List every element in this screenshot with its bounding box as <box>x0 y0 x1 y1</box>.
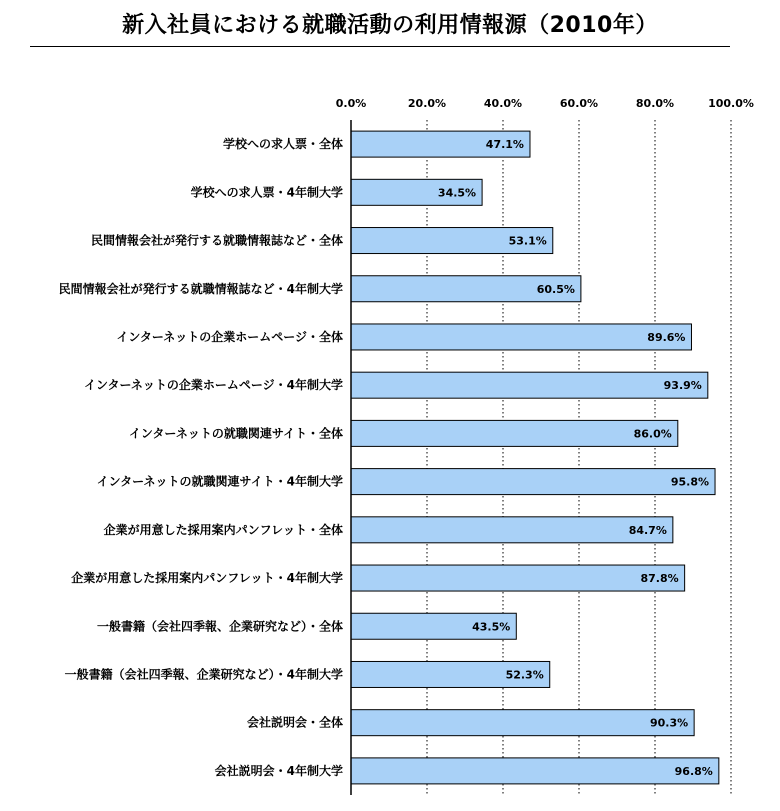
category-label: 民間情報会社が発行する就職情報誌など・4年制大学 <box>58 281 343 296</box>
x-tick-label: 40.0% <box>483 97 523 110</box>
bar <box>351 710 694 736</box>
category-label: インターネットの企業ホームページ・全体 <box>116 329 343 344</box>
bar <box>351 420 678 446</box>
bar <box>351 469 715 495</box>
x-tick-label: 100.0% <box>708 97 754 110</box>
data-label: 47.1% <box>485 138 524 152</box>
category-label: 会社説明会・4年制大学 <box>214 763 343 778</box>
x-tick-label: 80.0% <box>635 97 675 110</box>
category-label: 学校への求人票・全体 <box>222 137 343 152</box>
category-label: 学校への求人票・4年制大学 <box>190 185 343 200</box>
data-label: 90.3% <box>649 716 689 730</box>
data-label: 93.9% <box>663 379 702 393</box>
data-label: 34.5% <box>437 186 477 200</box>
data-label: 96.8% <box>674 764 713 778</box>
bar <box>351 517 673 543</box>
category-label: 企業が用意した採用案内パンフレット・全体 <box>103 522 343 537</box>
category-label: 一般書籍（会社四季報、企業研究など）・全体 <box>96 619 343 634</box>
data-label: 95.8% <box>670 475 710 489</box>
category-label: インターネットの企業ホームページ・4年制大学 <box>83 378 343 393</box>
category-label: 企業が用意した採用案内パンフレット・4年制大学 <box>71 571 343 586</box>
data-label: 60.5% <box>536 282 575 296</box>
category-label: 会社説明会・全体 <box>246 715 343 730</box>
data-label: 43.5% <box>472 620 511 634</box>
data-label: 87.8% <box>640 572 679 586</box>
data-label: 86.0% <box>633 427 672 441</box>
data-label: 89.6% <box>647 330 686 344</box>
chart-title: 新入社員における就職活動の利用情報源（2010年） <box>122 13 658 38</box>
gridlines <box>427 120 731 795</box>
bar <box>351 324 691 350</box>
x-axis-ticks <box>336 97 754 110</box>
x-tick-label: 60.0% <box>559 97 599 110</box>
bars <box>351 131 719 784</box>
x-tick-label: 20.0% <box>407 97 447 110</box>
category-labels <box>59 136 343 778</box>
category-label: インターネットの就職関連サイト・4年制大学 <box>96 474 343 489</box>
data-label: 84.7% <box>628 523 667 537</box>
bar <box>351 565 685 591</box>
bar <box>351 758 719 784</box>
data-label: 53.1% <box>508 234 547 248</box>
category-label: インターネットの就職関連サイト・全体 <box>128 426 343 441</box>
category-label: 一般書籍（会社四季報、企業研究など）・4年制大学 <box>64 667 343 682</box>
x-tick-label: 0.0% <box>335 97 367 110</box>
data-label: 52.3% <box>505 668 544 682</box>
category-label: 民間情報会社が発行する就職情報誌など・全体 <box>90 233 343 248</box>
bar <box>351 372 708 398</box>
